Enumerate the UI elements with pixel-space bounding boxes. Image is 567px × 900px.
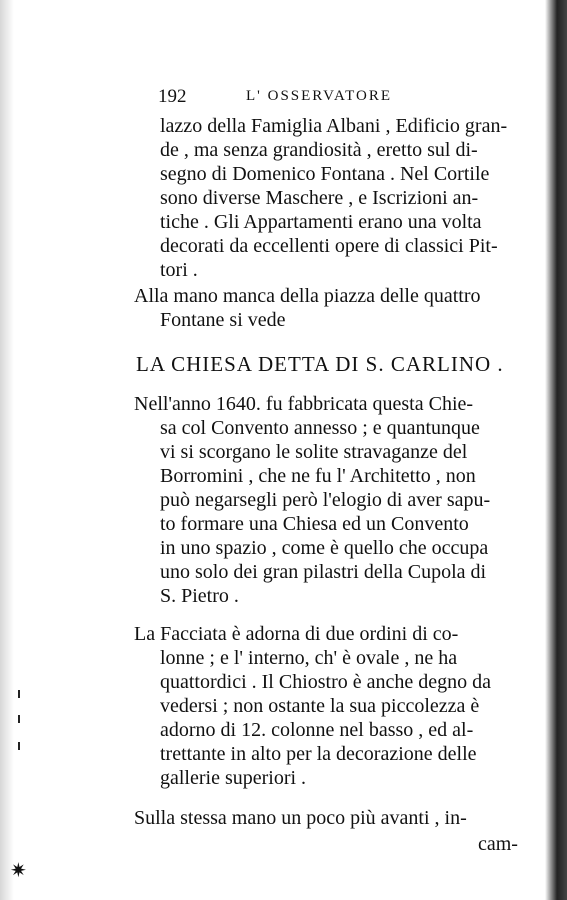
edge-mark — [18, 690, 20, 698]
text-line: può negarsegli però l'elogio di aver sapu- — [160, 489, 491, 511]
text-line: sono diverse Maschere , e Iscrizioni an- — [160, 187, 479, 209]
page-gutter-left — [0, 0, 14, 900]
catchword: cam- — [478, 833, 518, 855]
running-title: L' OSSERVATORE — [246, 88, 393, 104]
text-line: uno solo dei gran pilastri della Cupola di — [160, 561, 487, 583]
section-heading: LA CHIESA DETTA DI S. CARLINO . — [136, 352, 504, 376]
edge-mark — [18, 715, 20, 723]
text-line: Alla mano manca della piazza delle quattro — [134, 285, 481, 307]
page-number: 192 — [158, 86, 187, 107]
text-line: trettante in alto per la decorazione delle — [160, 743, 477, 765]
text-line: lonne ; e l' interno, ch' è ovale , ne ha — [160, 647, 458, 669]
text-line: Borromini , che ne fu l' Architetto , non — [160, 465, 476, 487]
text-line: Fontane si vede — [160, 309, 286, 331]
text-line: La Facciata è adorna di due ordini di co- — [134, 623, 459, 645]
text-line: to formare una Chiesa ed un Convento — [160, 513, 469, 535]
text-line: S. Pietro . — [160, 585, 239, 607]
text-line: Sulla stessa mano un poco più avanti , in- — [134, 807, 467, 829]
text-line: gallerie superiori . — [160, 767, 307, 789]
corner-mark: ✷ — [10, 860, 27, 882]
text-line: decorati da eccellenti opere di classici Pit- — [160, 235, 498, 257]
text-line: vedersi ; non ostante la sua piccolezza è — [160, 695, 480, 717]
text-line: tori . — [160, 259, 198, 281]
text-line: vi si scorgano le solite stravaganze del — [160, 441, 468, 463]
text-line: adorno di 12. colonne nel basso , ed al- — [160, 719, 474, 741]
running-header — [158, 86, 527, 110]
text-line: in uno spazio , come è quello che occupa — [160, 537, 489, 559]
text-line: segno di Domenico Fontana . Nel Cortile — [160, 163, 490, 185]
page-binding-right — [545, 0, 567, 900]
text-line: tiche . Gli Appartamenti erano una volta — [160, 211, 482, 233]
text-line: Nell'anno 1640. fu fabbricata questa Chie- — [134, 393, 474, 415]
text-line: sa col Convento annesso ; e quantunque — [160, 417, 480, 439]
text-line: quattordici . Il Chiostro è anche degno da — [160, 671, 492, 693]
edge-mark — [18, 742, 20, 750]
text-line: lazzo della Famiglia Albani , Edificio gran- — [160, 115, 508, 137]
text-line: de , ma senza grandiosità , eretto sul di- — [160, 139, 478, 161]
